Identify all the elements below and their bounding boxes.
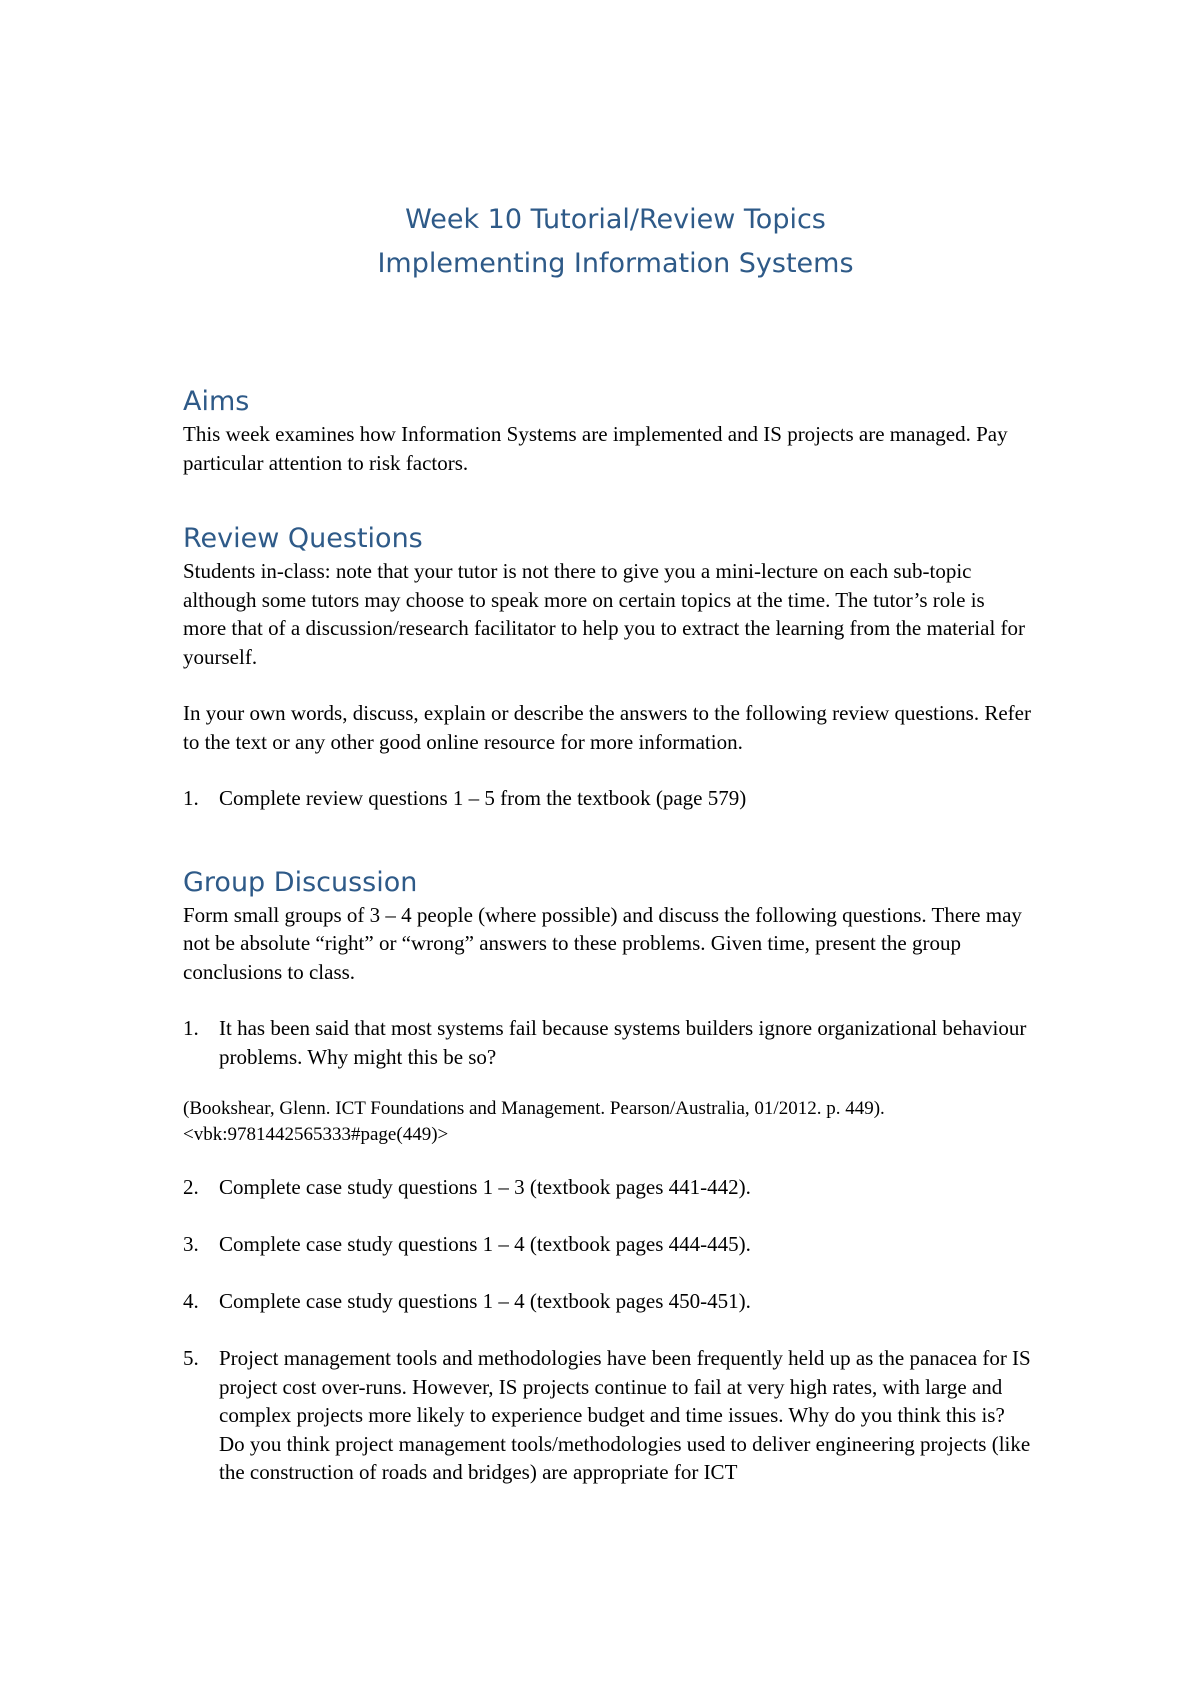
- review-paragraph-2: In your own words, discuss, explain or describe the answers to the following review questions. Refer to the text or any other good online resource for more information.: [183, 701, 1031, 754]
- group-intro: Form small groups of 3 – 4 people (where possible) and discuss the following questions. There may not be absolute “right” or “wrong” answers to these problems. Given time, present the group conclusions to class.: [183, 902, 1022, 984]
- review-questions-heading: Review Questions: [183, 523, 423, 554]
- list-item: [183, 1173, 1033, 1202]
- document-title: [183, 198, 1048, 286]
- list-item-number: 4.: [183, 1289, 199, 1313]
- list-item-text: It has been said that most systems fail because systems builders ignore organizational behaviour problems. Why might this be so?: [219, 1016, 1027, 1069]
- review-paragraph-1: Students in-class: note that your tutor is not there to give you a mini-lecture on each sub-topic although some tutors may choose to speak more on certain topics at the time. The tutor’s role is more that of a discussion/research facilitator to help you to extract the learning from the material for yourself.: [183, 559, 1026, 669]
- list-item: [183, 784, 1033, 813]
- list-item-number: 2.: [183, 1175, 199, 1199]
- list-item: [183, 1230, 1033, 1259]
- review-question-list: [183, 784, 1033, 813]
- list-item-number: 5.: [183, 1346, 199, 1370]
- list-item-number: 1.: [183, 1016, 199, 1040]
- document-content: [183, 198, 1033, 1487]
- list-item-number: 1.: [183, 786, 199, 810]
- group-question-list-2: [183, 1173, 1033, 1487]
- title-line-1: Week 10 Tutorial/Review Topics: [405, 204, 826, 235]
- group-question-list-1: [183, 1014, 1033, 1071]
- citation: (Bookshear, Glenn. ICT Foundations and Management. Pearson/Australia, 01/2012. p. 449). <vbk:9781442565333#page(449)>: [183, 1098, 885, 1145]
- list-item: [183, 1344, 1033, 1487]
- list-item: [183, 1014, 1033, 1071]
- list-item-text: Complete case study questions 1 – 3 (textbook pages 441-442).: [219, 1175, 751, 1199]
- aims-text: This week examines how Information Systems are implemented and IS projects are managed. Pay particular attention to risk factors.: [183, 422, 1008, 475]
- title-line-2: Implementing Information Systems: [377, 248, 854, 279]
- list-item-number: 3.: [183, 1232, 199, 1256]
- list-item: [183, 1287, 1033, 1316]
- list-item-text: Complete case study questions 1 – 4 (textbook pages 444-445).: [219, 1232, 751, 1256]
- aims-heading: Aims: [183, 386, 250, 417]
- list-item-text: Complete case study questions 1 – 4 (textbook pages 450-451).: [219, 1289, 751, 1313]
- group-discussion-heading: Group Discussion: [183, 866, 418, 898]
- list-item-text: Project management tools and methodologies have been frequently held up as the panacea for IS project cost over-runs. However, IS projects continue to fail at very high rates, with large and complex projects more likely to experience budget and time issues. Why do you think this is? Do you think project management tools/methodologies used to deliver engineering projects (like the construction of roads and bridges) are appropriate for ICT: [219, 1346, 1031, 1484]
- list-item-text: Complete review questions 1 – 5 from the textbook (page 579): [219, 786, 747, 810]
